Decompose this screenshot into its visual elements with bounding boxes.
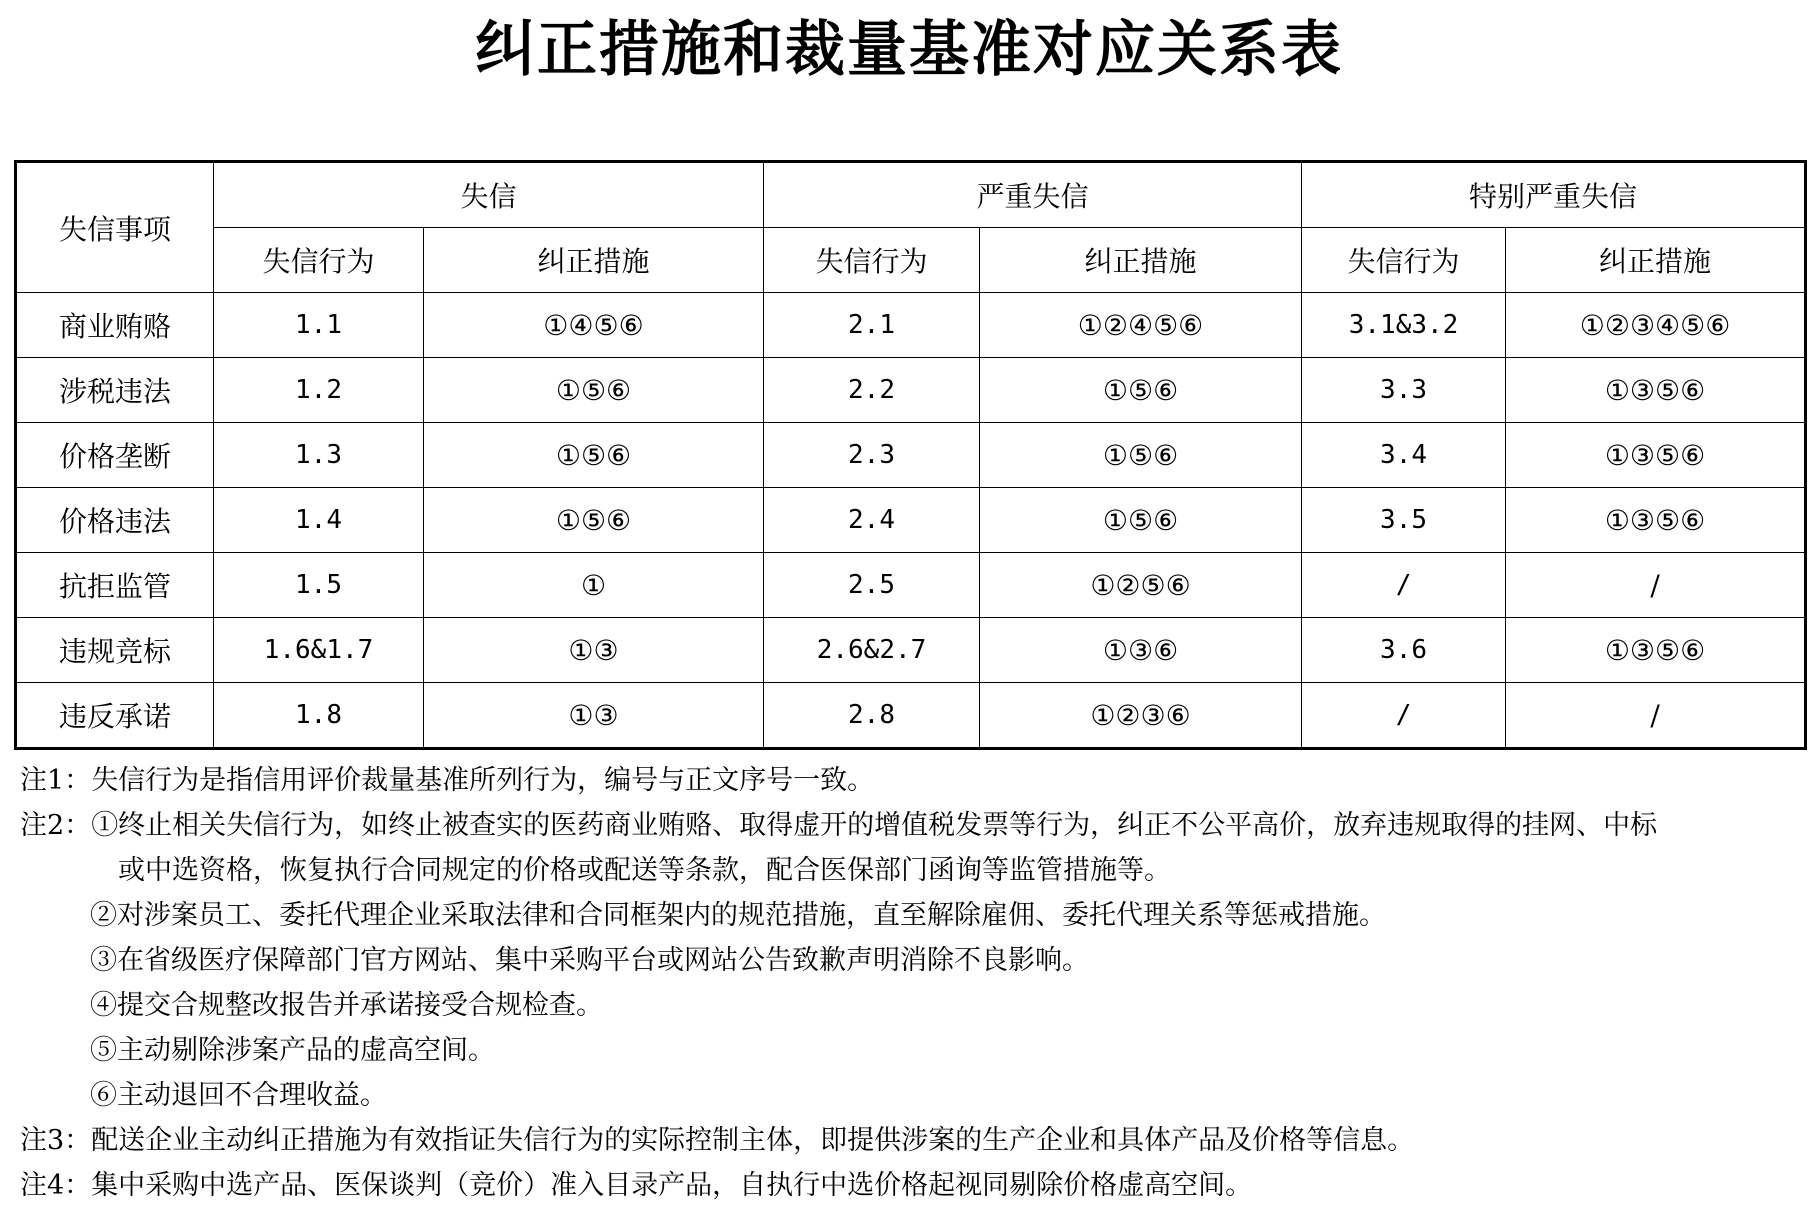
measure-codes: ①②③⑥ [980, 683, 1302, 749]
row-item: 价格垄断 [16, 423, 214, 488]
measure-codes: ①③⑤⑥ [1506, 488, 1806, 553]
correspondence-table [14, 160, 1807, 750]
behavior-code: 1.8 [214, 683, 424, 749]
behavior-code: 1.3 [214, 423, 424, 488]
measure-codes: ①③ [424, 618, 764, 683]
measure-codes: / [1506, 553, 1806, 618]
behavior-code: 2.8 [764, 683, 980, 749]
table-row [16, 618, 1806, 683]
behavior-code: 1.5 [214, 553, 424, 618]
row-item: 违反承诺 [16, 683, 214, 749]
note-text: 配送企业主动纠正措施为有效指证失信行为的实际控制主体，即提供涉案的生产企业和具体产品及价格等信息。 [91, 1125, 1415, 1156]
note-4 [20, 1163, 1800, 1208]
behavior-code: 1.4 [214, 488, 424, 553]
behavior-code: 3.5 [1302, 488, 1506, 553]
measure-codes: ①⑤⑥ [424, 488, 764, 553]
measure-codes: ①②③④⑤⑥ [1506, 293, 1806, 358]
measure-codes: / [1506, 683, 1806, 749]
note-2-continuation: 或中选资格，恢复执行合同规定的价格或配送等条款，配合医保部门函询等监管措施等。 [118, 855, 1171, 886]
header-sub-measure: 纠正措施 [1506, 228, 1806, 293]
measure-codes: ① [424, 553, 764, 618]
header-sub-behavior: 失信行为 [764, 228, 980, 293]
measure-codes: ①⑤⑥ [980, 488, 1302, 553]
note-prefix: 注1： [20, 765, 92, 796]
measure-codes: ①⑤⑥ [980, 358, 1302, 423]
header-item: 失信事项 [16, 162, 214, 293]
note-2-item: ②对涉案员工、委托代理企业采取法律和合同框架内的规范措施，直至解除雇佣、委托代理关系等惩戒措施。 [90, 900, 1386, 931]
row-item: 抗拒监管 [16, 553, 214, 618]
measure-codes: ①⑤⑥ [980, 423, 1302, 488]
note-2-item: ⑥主动退回不合理收益。 [90, 1080, 387, 1111]
note-2 [20, 803, 1800, 848]
note-3 [20, 1118, 1800, 1163]
behavior-code: 2.6&2.7 [764, 618, 980, 683]
note-prefix: 注3： [20, 1125, 92, 1156]
behavior-code: 3.6 [1302, 618, 1506, 683]
behavior-code: 2.3 [764, 423, 980, 488]
page-title: 纠正措施和裁量基准对应关系表 [475, 15, 1343, 85]
header-row-sub [16, 228, 1806, 293]
measure-codes: ①②④⑤⑥ [980, 293, 1302, 358]
row-item: 违规竞标 [16, 618, 214, 683]
behavior-code: 3.1&3.2 [1302, 293, 1506, 358]
header-sub-measure: 纠正措施 [980, 228, 1302, 293]
behavior-code: / [1302, 553, 1506, 618]
measure-codes: ①⑤⑥ [424, 358, 764, 423]
behavior-code: 1.1 [214, 293, 424, 358]
behavior-code: 2.1 [764, 293, 980, 358]
table-row [16, 423, 1806, 488]
header-sub-behavior: 失信行为 [214, 228, 424, 293]
row-item: 价格违法 [16, 488, 214, 553]
note-2-item: ④提交合规整改报告并承诺接受合规检查。 [90, 990, 603, 1021]
note-text: ①终止相关失信行为，如终止被查实的医药商业贿赂、取得虚开的增值税发票等行为，纠正不公平高价，放弃违规取得的挂网、中标 [91, 810, 1658, 841]
table-row [16, 553, 1806, 618]
header-sub-measure: 纠正措施 [424, 228, 764, 293]
header-group-dishonesty: 失信 [214, 162, 764, 228]
header-sub-behavior: 失信行为 [1302, 228, 1506, 293]
behavior-code: 3.4 [1302, 423, 1506, 488]
measure-codes: ①③⑤⑥ [1506, 358, 1806, 423]
header-row-groups [16, 162, 1806, 228]
behavior-code: 2.2 [764, 358, 980, 423]
behavior-code: / [1302, 683, 1506, 749]
row-item: 商业贿赂 [16, 293, 214, 358]
note-text: 失信行为是指信用评价裁量基准所列行为，编号与正文序号一致。 [91, 765, 875, 796]
note-prefix: 注4： [20, 1170, 92, 1201]
note-2-item: ⑤主动剔除涉案产品的虚高空间。 [90, 1035, 495, 1066]
note-2-item: ③在省级医疗保障部门官方网站、集中采购平台或网站公告致歉声明消除不良影响。 [90, 945, 1089, 976]
measure-codes: ①③⑤⑥ [1506, 423, 1806, 488]
behavior-code: 2.5 [764, 553, 980, 618]
behavior-code: 1.2 [214, 358, 424, 423]
behavior-code: 1.6&1.7 [214, 618, 424, 683]
measure-codes: ①③ [424, 683, 764, 749]
measure-codes: ①③⑤⑥ [1506, 618, 1806, 683]
row-item: 涉税违法 [16, 358, 214, 423]
header-group-serious: 严重失信 [764, 162, 1302, 228]
behavior-code: 2.4 [764, 488, 980, 553]
table-row [16, 358, 1806, 423]
measure-codes: ①②⑤⑥ [980, 553, 1302, 618]
measure-codes: ①⑤⑥ [424, 423, 764, 488]
measure-codes: ①④⑤⑥ [424, 293, 764, 358]
notes-section [20, 758, 1800, 1208]
table-row [16, 683, 1806, 749]
behavior-code: 3.3 [1302, 358, 1506, 423]
header-group-especially-serious: 特别严重失信 [1302, 162, 1806, 228]
note-text: 集中采购中选产品、医保谈判（竞价）准入目录产品，自执行中选价格起视同剔除价格虚高空间。 [91, 1170, 1253, 1201]
note-prefix: 注2： [20, 810, 92, 841]
table-row [16, 293, 1806, 358]
measure-codes: ①③⑥ [980, 618, 1302, 683]
table-row [16, 488, 1806, 553]
note-1 [20, 758, 1800, 803]
